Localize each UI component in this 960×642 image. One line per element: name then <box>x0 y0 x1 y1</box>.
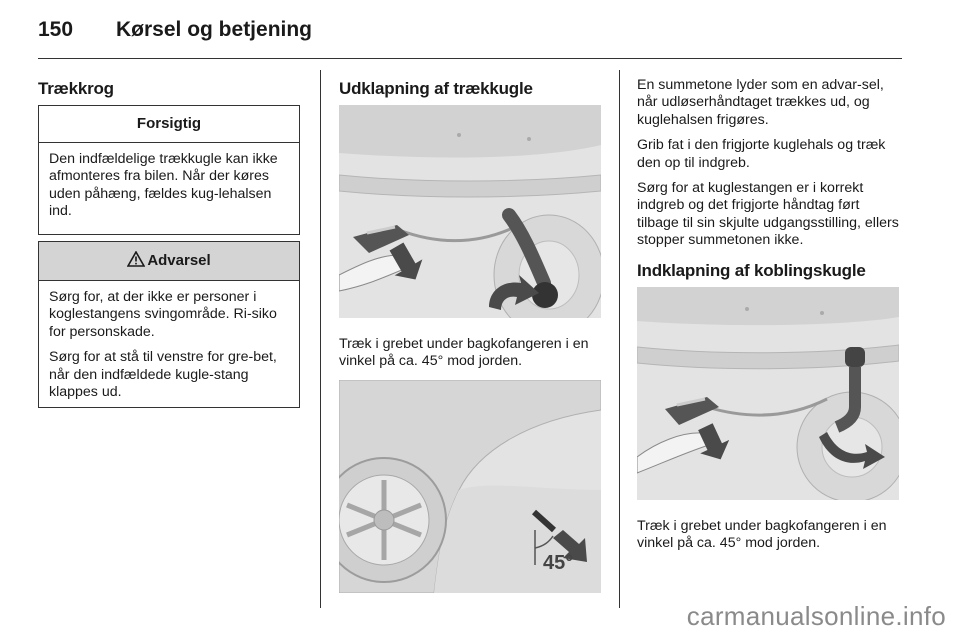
caution-box <box>38 105 300 235</box>
angle-label: 45° <box>543 552 574 574</box>
bumper-handle-45-degree-illustration <box>339 380 601 593</box>
column-divider-2 <box>619 70 620 608</box>
caution-paragraph: Den indfældelige trækkugle kan ikke afmonteres fra bilen. Når der køres uden påhæng, fældes kug-lehalsen ind. <box>49 151 278 220</box>
warning-paragraph-1: Sørg for, at der ikke er personer i koglestangens svingområde. Ri-siko for personskade. <box>49 289 277 340</box>
tow-hook-fold-illustration <box>637 287 899 500</box>
right-paragraph-3: Sørg for at kuglestangen er i korrekt indgreb og det frigjorte håndtag ført tilbage til sin skjulte udgangsstilling, ellers stopper summetonen ikke. <box>637 180 899 249</box>
right-column-text <box>637 77 899 258</box>
page-title: Kørsel og betjening <box>116 18 313 41</box>
warning-header <box>39 242 299 281</box>
right-paragraph-2: Grib fat i den frigjorte kuglehals og træk den op til indgreb. <box>637 137 886 171</box>
page-number: 150 <box>38 18 74 41</box>
section-title-indklapning: Indklapning af koblingskugle <box>637 261 866 280</box>
watermark: carmanualsonline.info <box>686 601 946 631</box>
warning-box <box>38 241 300 408</box>
header-rule <box>38 58 902 59</box>
middle-caption: Træk i grebet under bagkofangeren i en vinkel på ca. 45° mod jorden. <box>339 336 589 370</box>
warning-heading: Advarsel <box>147 252 211 269</box>
right-paragraph-1: En summetone lyder som en advar-sel, når udløserhåndtaget trækkes ud, og kuglehalsen frigøres. <box>637 77 884 128</box>
right-caption: Træk i grebet under bagkofangeren i en vinkel på ca. 45° mod jorden. <box>637 518 887 552</box>
section-title-trækkrog: Trækkrog <box>38 79 114 98</box>
caution-text <box>39 143 299 231</box>
warning-triangle-icon <box>127 251 145 267</box>
column-divider-1 <box>320 70 321 608</box>
caution-heading: Forsigtig <box>39 106 299 143</box>
warning-paragraph-2: Sørg for at stå til venstre for gre-bet, når den indfældede kugle-stang klappes ud. <box>49 349 277 401</box>
tow-hook-unfold-illustration <box>339 105 601 318</box>
warning-text <box>39 281 299 411</box>
section-title-udklapning: Udklapning af trækkugle <box>339 79 533 98</box>
